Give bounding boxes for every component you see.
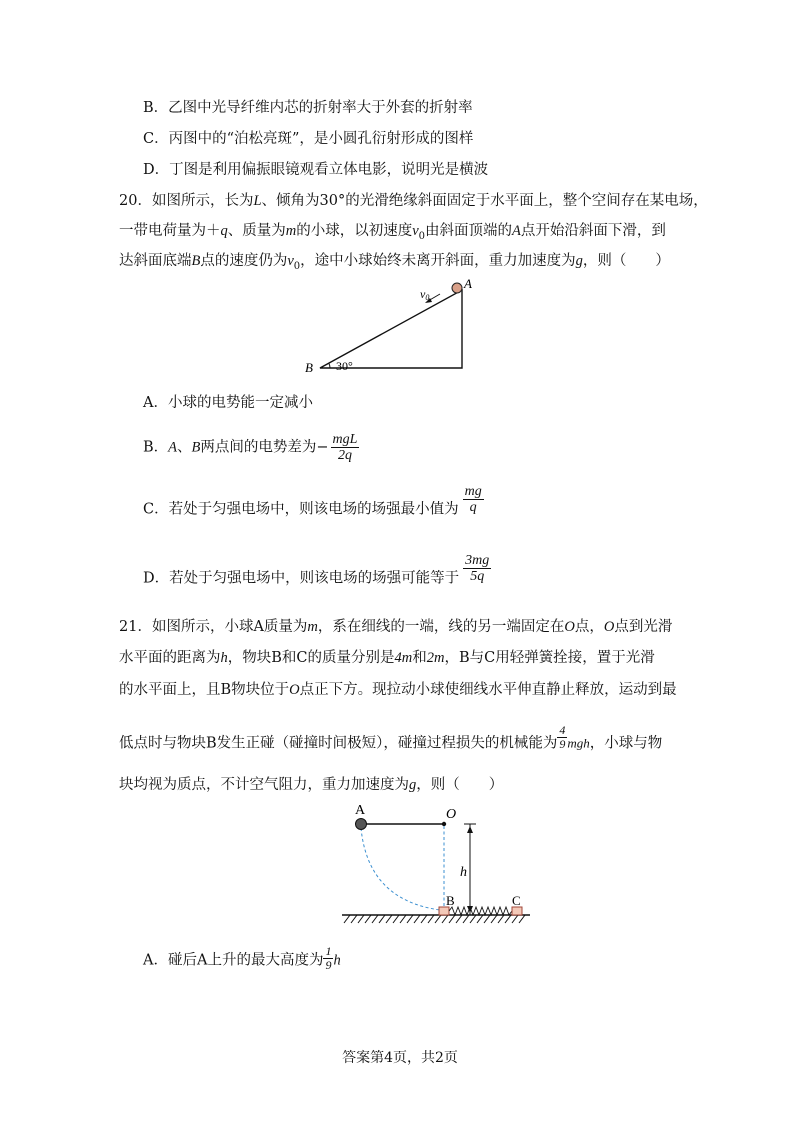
q21-pendulum-figure: [330, 800, 540, 930]
block-c: [512, 907, 522, 915]
q20-option-b: B．A、B两点间的电势差为− $\frac{\text{mgL}}{2q}$: [143, 432, 358, 463]
q20-option-a: A．小球的电势能一定减小: [143, 395, 313, 411]
page-footer: 答案第4页，共2页: [342, 1050, 458, 1066]
pivot-o: [442, 822, 446, 826]
option-b-prev: B．乙图中光导纤维内芯的折射率大于外套的折射率: [143, 100, 473, 116]
block-b: [439, 907, 449, 915]
q21-option-a: A．碰后A上升的最大高度为 $\frac{1}{9}$ h: [143, 944, 341, 972]
q20-incline-figure: [300, 278, 480, 378]
q21-stem-line2: 水平面的距离为h，物块B和C的质量分别是4m和2m，B与C用轻弹簧拴接，置于光滑: [119, 650, 655, 666]
label-a: A: [464, 276, 472, 291]
swing-arc: [361, 828, 440, 910]
q20-option-d: D．若处于匀强电场中，则该电场的场强可能等于 $\frac{3mg}{5q}$: [143, 553, 490, 587]
q20-option-c: C．若处于匀强电场中，则该电场的场强最小值为 $\frac{mg}{q}$: [143, 484, 482, 518]
spring: [449, 907, 512, 915]
label-angle: 30°: [336, 359, 353, 373]
label-b: B: [446, 893, 455, 908]
q20-stem-line1: 20．如图所示，长为L、倾角为30°的光滑绝缘斜面固定于水平面上，整个空间存在某电场，: [119, 193, 708, 209]
option-d-prev: D．丁图是利用偏振眼镜观看立体电影，说明光是横波: [143, 162, 489, 178]
q21-stem-line4: 低点时与物块B发生正碰（碰撞时间极短），碰撞过程损失的机械能为 $\frac{4}{9}$ mgh，小球与物: [119, 723, 663, 752]
q20-stem-line3: 达斜面底端B点的速度仍为$v_0$，途中小球始终未离开斜面，重力加速度为g，则（ ）: [119, 253, 670, 272]
q20-stem-line2: 一带电荷量为＋q、质量为m的小球，以初速度$v_0$由斜面顶端的A点开始沿斜面下滑，到: [119, 223, 666, 242]
option-c-prev: C．丙图中的“泊松亮斑”，是小圆孔衍射形成的图样: [143, 131, 474, 147]
q21-stem-line3: 的水平面上，且B物块位于O点正下方。现拉动小球使细线水平伸直静止释放，运动到最: [119, 682, 677, 698]
label-v0: v0: [420, 287, 430, 302]
label-o: O: [446, 807, 457, 822]
label-a: A: [355, 803, 366, 818]
incline-triangle: [320, 290, 462, 368]
ball-a: [356, 819, 367, 830]
label-h: h: [460, 865, 467, 880]
q21-stem-line5: 块均视为质点，不计空气阻力，重力加速度为g，则（ ）: [119, 777, 504, 793]
label-b: B: [305, 360, 313, 375]
q21-stem-line1: 21．如图所示，小球A质量为m，系在细线的一端，线的另一端固定在O点，O点到光滑: [119, 619, 673, 635]
label-c: C: [512, 893, 521, 908]
ball-a: [452, 283, 462, 293]
ground-hatching: [344, 915, 525, 923]
